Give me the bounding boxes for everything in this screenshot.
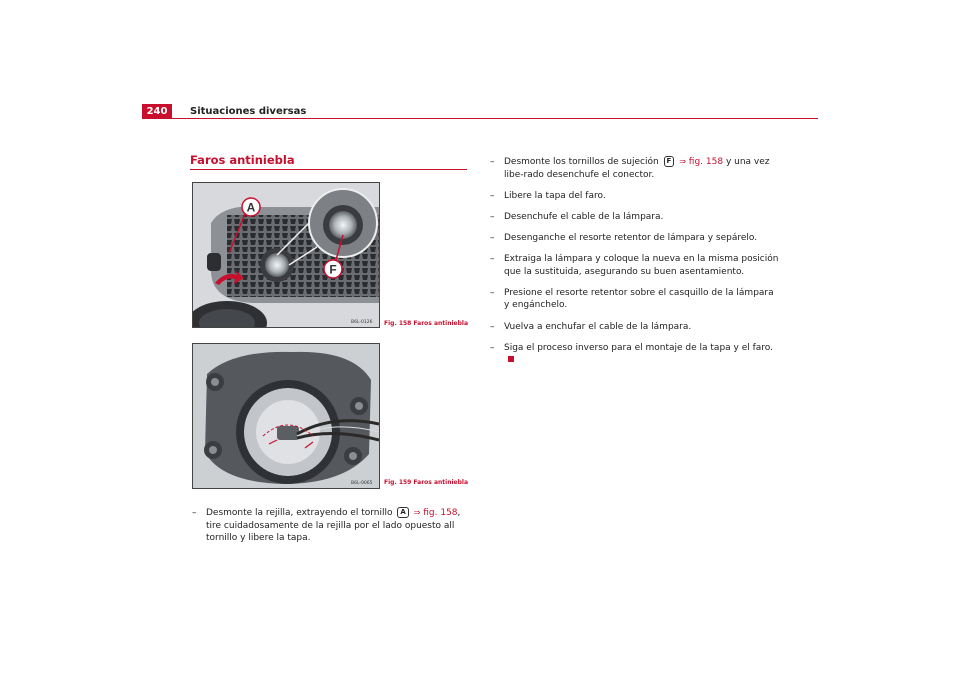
fog-lamp-rear-illustration (193, 344, 379, 488)
step-dash: – (490, 287, 495, 298)
step-item (490, 321, 780, 334)
step-item (490, 287, 780, 312)
step-item (490, 342, 780, 367)
step-text: Vuelva a enchufar el cable de la lámpara. (504, 321, 692, 332)
step-text: Desmonte la rejilla, extrayendo el tornillo (206, 508, 393, 518)
figure-158-caption: Fig. 158 Faros antiniebla (384, 320, 469, 327)
callout-badge-a: A (397, 507, 408, 518)
step-dash: – (490, 321, 495, 332)
figure-159-caption: Fig. 159 Faros antiniebla (384, 479, 469, 486)
figure-link[interactable]: fig. 158 (688, 157, 724, 167)
step-text: Desenganche el resorte retentor de lámpara y sepárelo. (504, 233, 758, 244)
step-text-cont: , tire cuidadosamente de la rejilla por el lado opuesto all tornillo y libere la tapa. (206, 508, 461, 543)
step-text: Desenchufe el cable de la lámpara. (504, 211, 664, 222)
svg-text:F: F (329, 262, 337, 277)
arrow-icon: ⇒ (413, 508, 421, 517)
step-dash: – (490, 157, 495, 167)
step-dash: – (490, 211, 495, 222)
callout-badge-f: F (664, 156, 675, 167)
step-text-cont: y una vez libe-rado desenchufe el conector. (504, 157, 770, 180)
chapter-title: Situaciones diversas (190, 106, 307, 117)
step-text: Extraiga la lámpara y coloque la nueva en la misma posición que la sustituida, asegurando su buen asentamiento. (504, 254, 779, 277)
section-divider (190, 169, 467, 170)
step-dash: – (490, 342, 495, 353)
step-dash: – (490, 233, 495, 244)
svg-text:A: A (246, 200, 256, 215)
steps-list-right (490, 156, 780, 376)
step-dash: – (490, 190, 495, 201)
section-title: Faros antiniebla (190, 153, 295, 167)
step-dash: – (192, 508, 197, 518)
fog-light-bumper-illustration (193, 183, 379, 327)
step-dash: – (490, 254, 495, 265)
figure-code: B6L-0126 (351, 320, 373, 325)
figure-code: B6L-0065 (351, 481, 373, 486)
step-text: Presione el resorte retentor sobre el casquillo de la lámpara y engánchelo. (504, 287, 774, 311)
end-of-section-icon (508, 356, 514, 362)
header-divider (142, 118, 818, 119)
step-item (490, 232, 780, 245)
step-item (490, 190, 780, 203)
steps-list-left (192, 507, 472, 553)
step-item (490, 253, 780, 278)
step-text: Libere la tapa del faro. (504, 190, 606, 201)
page-number: 240 (142, 104, 172, 119)
step-text: Siga el proceso inverso para el montaje de la tapa y el faro. (504, 342, 774, 353)
step-item (490, 211, 780, 224)
figure-158-image (192, 182, 380, 328)
step-item (192, 507, 472, 545)
figure-link[interactable]: fig. 158 (423, 508, 458, 518)
figure-159-image (192, 343, 380, 489)
step-item (490, 156, 780, 181)
arrow-icon: ⇒ (679, 157, 686, 166)
step-text: Desmonte los tornillos de sujeción (504, 157, 659, 167)
